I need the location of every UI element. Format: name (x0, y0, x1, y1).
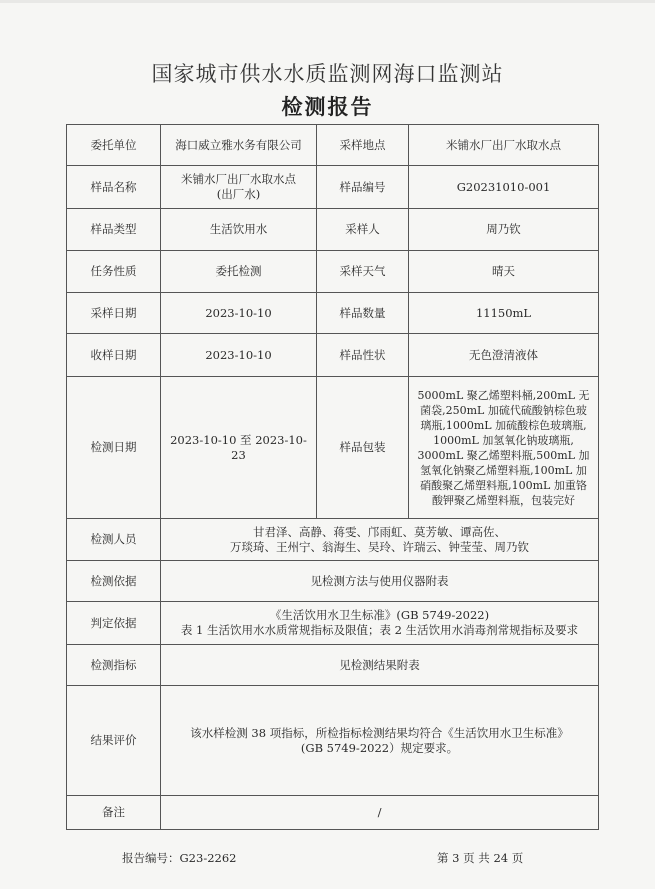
staff-value: 甘君泽、高静、蒋雯、邝雨虹、莫芳敏、谭高佐、 万琰琦、王州宁、翁海生、吴玲、许瑞云、钟莹莹、周乃钦 (161, 519, 599, 561)
remark-label: 备注 (67, 796, 161, 830)
report-table (66, 124, 599, 830)
remark-value: / (161, 796, 599, 830)
table-row (67, 561, 599, 602)
test-date-value: 2023-10-10 至 2023-10-23 (161, 377, 317, 519)
report-number: 报告编号：G23-2262 (122, 851, 237, 865)
table-row (67, 293, 599, 334)
sampling-date-label: 采样日期 (67, 293, 161, 334)
table-row (67, 519, 599, 561)
table-row (67, 602, 599, 645)
criteria-label: 判定依据 (67, 602, 161, 645)
sample-name-value: 米铺水厂出厂水取水点 (出厂水) (161, 166, 317, 209)
quantity-label: 样品数量 (317, 293, 409, 334)
table-row (67, 645, 599, 686)
client-label: 委托单位 (67, 125, 161, 166)
site-label: 采样地点 (317, 125, 409, 166)
weather-label: 采样天气 (317, 251, 409, 293)
sampler-value: 周乃钦 (409, 209, 599, 251)
table-row (67, 209, 599, 251)
sampling-date-value: 2023-10-10 (161, 293, 317, 334)
task-label: 任务性质 (67, 251, 161, 293)
appearance-value: 无色澄清液体 (409, 334, 599, 377)
weather-value: 晴天 (409, 251, 599, 293)
criteria-value: 《生活饮用水卫生标准》(GB 5749-2022) 表 1 生活饮用水水质常规指标及限值；表 2 生活饮用水消毒剂常规指标及要求 (161, 602, 599, 645)
table-row (67, 334, 599, 377)
task-value: 委托检测 (161, 251, 317, 293)
table-row (67, 686, 599, 796)
client-value: 海口威立雅水务有限公司 (161, 125, 317, 166)
test-date-label: 检测日期 (67, 377, 161, 519)
sample-no-label: 样品编号 (317, 166, 409, 209)
report-title: 检测报告 (281, 94, 374, 119)
page-indicator: 第 3 页 共 24 页 (437, 851, 524, 865)
evaluation-label: 结果评价 (67, 686, 161, 796)
table-row (67, 251, 599, 293)
table-row (67, 796, 599, 830)
table-row (67, 125, 599, 166)
sampler-label: 采样人 (317, 209, 409, 251)
package-label: 样品包装 (317, 377, 409, 519)
staff-label: 检测人员 (67, 519, 161, 561)
station-title: 国家城市供水水质监测网海口监测站 (151, 62, 504, 86)
evaluation-value: 该水样检测 38 项指标，所检指标检测结果均符合《生活饮用水卫生标准》 (GB 5749-2022）规定要求。 (161, 686, 599, 796)
package-value: 5000mL 聚乙烯塑料桶,200mL 无 菌袋,250mL 加硫代硫酸钠棕色玻 璃瓶,1000mL 加硫酸棕色玻璃瓶, 1000mL 加氢氧化钠玻璃瓶, 3000mL 聚乙烯塑料瓶,500mL 加 氢氧化钠聚乙烯塑料瓶,100mL 加 硝酸聚乙烯塑料瓶,100mL 加重铬 酸钾聚乙烯塑料瓶，包装完好 (409, 377, 599, 519)
receipt-date-value: 2023-10-10 (161, 334, 317, 377)
page-edge (0, 0, 655, 3)
sample-no-value: G20231010-001 (409, 166, 599, 209)
appearance-label: 样品性状 (317, 334, 409, 377)
indicator-label: 检测指标 (67, 645, 161, 686)
site-value: 米铺水厂出厂水取水点 (409, 125, 599, 166)
quantity-value: 11150mL (409, 293, 599, 334)
sample-type-label: 样品类型 (67, 209, 161, 251)
indicator-value: 见检测结果附表 (161, 645, 599, 686)
table-row (67, 166, 599, 209)
sample-name-label: 样品名称 (67, 166, 161, 209)
basis-value: 见检测方法与使用仪器附表 (161, 561, 599, 602)
receipt-date-label: 收样日期 (67, 334, 161, 377)
table-row (67, 377, 599, 519)
sample-type-value: 生活饮用水 (161, 209, 317, 251)
basis-label: 检测依据 (67, 561, 161, 602)
